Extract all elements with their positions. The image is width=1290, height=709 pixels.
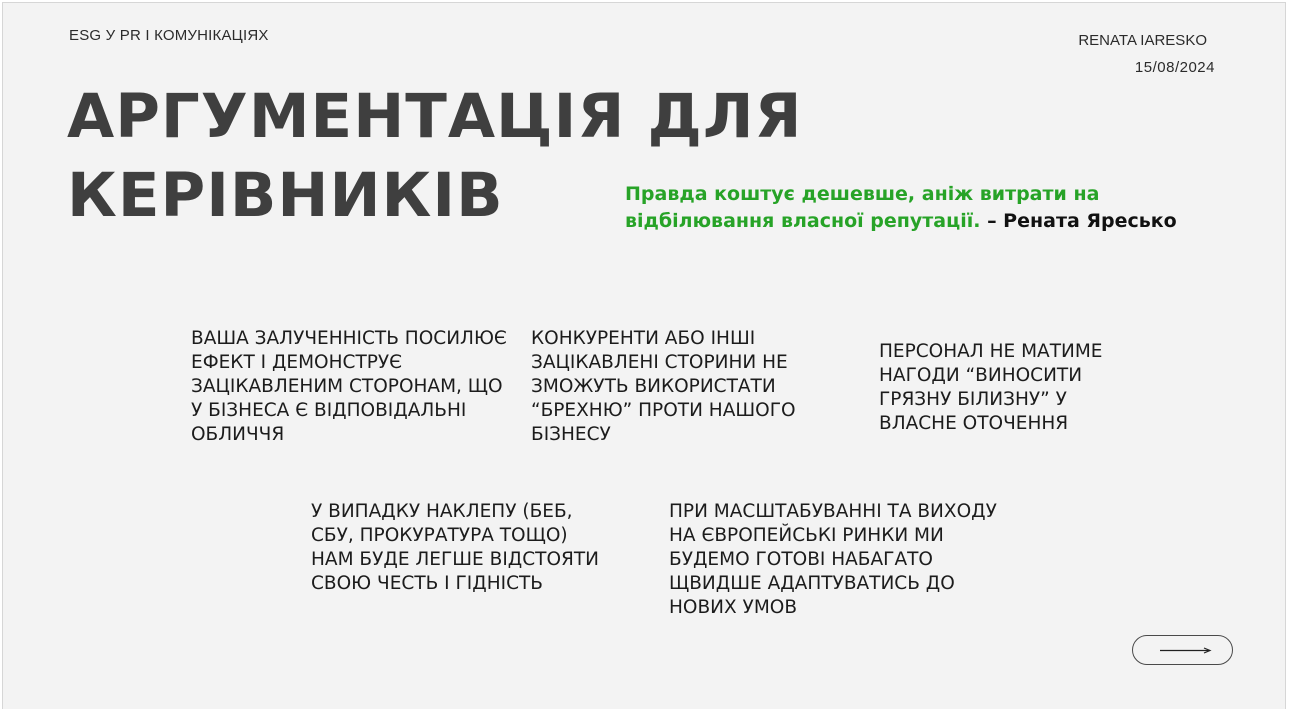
argument-point-3: ПЕРСОНАЛ НЕ МАТИМЕ НАГОДИ “ВИНОСИТИ ГРЯЗНУ БІЛИЗНУ” У ВЛАСНЕ ОТОЧЕННЯ bbox=[879, 341, 1103, 434]
header-meta bbox=[1078, 27, 1215, 81]
quote-author: – Рената Яресько bbox=[980, 210, 1177, 232]
arrow-right-icon bbox=[1133, 636, 1234, 666]
quote bbox=[625, 181, 1225, 235]
slide bbox=[2, 2, 1286, 709]
slide-title-line-2: КЕРІВНИКІВ bbox=[67, 160, 504, 231]
presentation-date: 15/08/2024 bbox=[1134, 59, 1215, 76]
argument-point-1: ВАША ЗАЛУЧЕННІСТЬ ПОСИЛЮЄ ЕФЕКТ І ДЕМОНСТРУЄ ЗАЦІКАВЛЕНИМ СТОРОНАМ, ЩО У БІЗНЕСА Є ВІДПОВІДАЛЬНІ ОБЛИЧЧЯ bbox=[191, 328, 507, 445]
slide-title-line-1: АРГУМЕНТАЦІЯ ДЛЯ bbox=[67, 81, 803, 152]
author-name: RENATA IARESKO bbox=[1078, 32, 1207, 49]
quote-text: Правда коштує дешевше, аніж витрати на відбілювання власної репутації. bbox=[625, 183, 1100, 232]
next-slide-button[interactable] bbox=[1132, 635, 1233, 665]
argument-point-4: У ВИПАДКУ НАКЛЕПУ (БЕБ, СБУ, ПРОКУРАТУРА ТОЩО) НАМ БУДЕ ЛЕГШЕ ВІДСТОЯТИ СВОЮ ЧЕСТЬ І ГІДНІСТЬ bbox=[311, 501, 600, 594]
presentation-topic: ESG У PR І КОМУНІКАЦІЯХ bbox=[69, 27, 269, 44]
argument-point-2: КОНКУРЕНТИ АБО ІНШІ ЗАЦІКАВЛЕНІ СТОРИНИ НЕ ЗМОЖУТЬ ВИКОРИСТАТИ “БРЕХНЮ” ПРОТИ НАШОГО БІЗНЕСУ bbox=[531, 328, 796, 445]
argument-point-5: ПРИ МАСШТАБУВАННІ ТА ВИХОДУ НА ЄВРОПЕЙСЬКІ РИНКИ МИ БУДЕМО ГОТОВІ НАБАГАТО ЩВИДШЕ АДАПТУВАТИСЬ ДО НОВИХ УМОВ bbox=[669, 501, 997, 618]
